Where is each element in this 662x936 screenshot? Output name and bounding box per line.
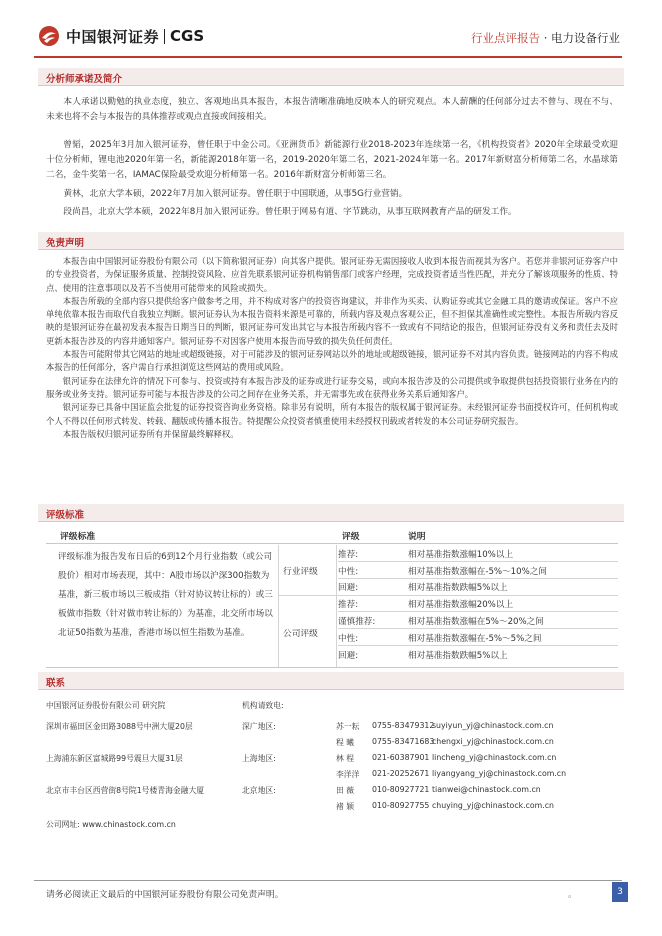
contact-name: 林 程 xyxy=(336,754,355,763)
analyst-statement xyxy=(46,95,618,125)
contact-phone: 010-80927755 xyxy=(372,801,430,810)
rating-table-header xyxy=(46,526,618,544)
analyst-section-title: 分析师承诺及简介 xyxy=(46,74,123,85)
cgs-logo-icon xyxy=(38,25,60,47)
brand-name-en: CGS xyxy=(170,27,205,45)
rating-level: 回避: xyxy=(338,651,359,661)
office-address: 深圳市福田区金田路3088号中洲大厦20层 xyxy=(46,722,193,731)
contact-email[interactable]: liyangyang_yj@chinastock.com.cn xyxy=(432,769,567,778)
rating-desc: 相对基准指数跌幅5%以上 xyxy=(408,651,508,661)
contact-email[interactable]: tianwei@chinastock.com.cn xyxy=(432,785,541,794)
category-separator: · xyxy=(543,31,548,45)
office-region: 北京地区: xyxy=(242,786,276,795)
rating-row xyxy=(338,579,618,595)
col-standard: 评级标准 xyxy=(60,532,96,542)
company-name: 中国银河证券股份有限公司 研究院 xyxy=(46,701,166,710)
disclaimer-para: 本报告版权归银河证券所有并保留最终解释权。 xyxy=(62,428,239,439)
rating-level: 谨慎推荐: xyxy=(338,617,376,627)
contact-section-title: 联系 xyxy=(46,678,66,689)
disclaimer-section-title: 免责声明 xyxy=(46,238,85,249)
footer-disclaimer-note: 请务必阅读正文最后的中国银河证券股份有限公司免责声明。 xyxy=(46,890,284,900)
contact-phone: 010-80927721 xyxy=(372,785,430,794)
rating-desc: 相对基准指数涨幅在-5%～10%之间 xyxy=(408,566,547,577)
page-header xyxy=(0,0,662,62)
office-region: 深广地区: xyxy=(242,722,276,731)
contact-section-head xyxy=(38,672,624,690)
rating-level: 推荐: xyxy=(338,600,359,610)
analyst-bios xyxy=(46,138,618,220)
contact-email[interactable]: suyiyun_yj@chinastock.com.cn xyxy=(432,721,554,730)
rating-desc: 相对基准指数涨幅在5%～20%之间 xyxy=(408,617,544,627)
rating-row xyxy=(338,596,618,612)
rating-row xyxy=(338,647,618,663)
contact-name: 程 曦 xyxy=(336,738,355,747)
rating-row xyxy=(338,563,618,579)
office-address: 上海浦东新区富城路99号震旦大厦31层 xyxy=(46,754,183,763)
industry-rating-label: 行业评级 xyxy=(283,567,318,577)
rating-section-title: 评级标准 xyxy=(46,510,85,521)
rating-level: 推荐: xyxy=(338,550,359,560)
disclaimer-para: 银河证券已具备中国证监会批复的证券投资咨询业务资格。除非另有说明，所有本报告的版权属于银河证券。未经银河证券书面授权许可，任何机构或个人不得以任何形式转发、转载、翻版或传播本报告。特提醒公众投资者慎重使用未经授权刊载或者转发的本公司证券研究报告。 xyxy=(46,402,618,426)
disclaimer-para: 本报告由中国银河证券股份有限公司（以下简称银河证券）向其客户提供。银河证券无需因接收人收到本报告而视其为客户。若您并非银河证券客户中的专业投资者，为保证服务质量、控制投资风险、应首先联系银河证券机构销售部门或客户经理，完成投资者适当性匹配，并充分了解该项服务的性质、特点、使用的注意事项以及若不当使用可能带来的风险或损失。 xyxy=(46,256,618,293)
contact-phone: 0755-83471683 xyxy=(372,737,435,746)
contact-name: 褚 颖 xyxy=(336,802,355,811)
office-address: 北京市丰台区西营街8号院1号楼青海金融大厦 xyxy=(46,786,205,795)
rating-section-head xyxy=(38,504,624,522)
analyst-commitment: 本人承诺以勤勉的执业态度，独立、客观地出具本报告，本报告清晰准确地反映本人的研究观点。本人薪酬的任何部分过去不曾与、现在不与、未来也将不会与本报告的具体推荐或观点直接或间接相关。 xyxy=(46,97,618,123)
footer-rule xyxy=(34,880,622,881)
contact-phone: 021-20252671 xyxy=(372,769,430,778)
disclaimer-body xyxy=(46,255,618,441)
contact-email[interactable]: chuying_yj@chinastock.com.cn xyxy=(432,801,554,810)
contact-name: 李洋洋 xyxy=(336,770,360,779)
analyst-section-head xyxy=(38,68,624,86)
contact-email[interactable]: lincheng_yj@chinastock.com.cn xyxy=(432,753,557,762)
rating-standard-text: 评级标准为报告发布日后的6到12个月行业指数（或公司股价）相对市场表现，其中：A股市场以沪深300指数为基准，新三板市场以三板成指（针对协议转让标的）或三板做市指数（针对做市转让标的）为基准，北交所市场以北证50指数为基准，香港市场以恒生指数为基准。 xyxy=(58,552,273,638)
table-divider xyxy=(336,545,337,668)
brand-name-cn: 中国银河证券 xyxy=(66,27,160,46)
disclaimer-para: 银河证券在法律允许的情况下可参与、投资或持有本报告涉及的证券或进行证券交易，或向本报告涉及的公司提供或争取提供包括投资银行业务在内的服务或业务支持。银河证券可能与本报告涉及的公司之间存在业务关系，并无需事先或在获得业务关系后通知客户。 xyxy=(46,375,618,399)
disclaimer-para: 本报告所载的全部内容只提供给客户做参考之用，并不构成对客户的投资咨询建议，并非作为买卖、认购证券或其它金融工具的邀请或保证。客户不应单纯依靠本报告而取代自我独立判断。银河证券认为本报告资料来源是可靠的，所载内容及观点客观公正，但不担保其准确性或完整性。本报告所载内容反映的是银河证券在最初发表本报告日期当日的判断，银河证券可发出其它与本报告所载内容不一致或有不同结论的报告，但银河证券没有义务和责任去及时更新本报告涉及的内容并通知客户。银河证券不对因客户使用本报告而导致的损失负任何责任。 xyxy=(46,295,618,346)
contact-name: 苏一耘 xyxy=(336,722,360,731)
col-level: 评级 xyxy=(342,532,360,542)
report-category xyxy=(471,30,620,46)
table-divider xyxy=(278,545,279,668)
header-rule xyxy=(34,56,622,58)
rating-desc: 相对基准指数涨幅10%以上 xyxy=(408,550,514,560)
footer-mark: 。 xyxy=(568,890,578,900)
industry-name: 电力设备行业 xyxy=(551,31,620,45)
rating-table xyxy=(46,526,618,544)
rating-row xyxy=(338,630,618,646)
rating-level: 中性: xyxy=(338,634,359,644)
report-type: 行业点评报告 xyxy=(471,31,541,45)
contact-phone: 021-60387901 xyxy=(372,753,430,762)
rating-level: 中性: xyxy=(338,566,359,577)
rating-level: 回避: xyxy=(338,583,359,593)
disclaimer-section-head xyxy=(38,232,624,250)
cgs-logo xyxy=(38,24,204,48)
company-rating-label: 公司评级 xyxy=(283,629,318,639)
contact-phone: 0755-83479312 xyxy=(372,721,435,730)
contact-email[interactable]: chengxi_yj@chinastock.com.cn xyxy=(432,737,554,746)
rating-desc: 相对基准指数涨幅20%以上 xyxy=(408,600,514,610)
rating-desc: 相对基准指数跌幅5%以上 xyxy=(408,583,508,593)
rating-row xyxy=(338,546,618,562)
brand-divider xyxy=(164,29,165,44)
analyst-bio-zeng: 曾韬，2025年3月加入银河证券，曾任职于中金公司。《亚洲货币》新能源行业2018-2023年连续第一名，《机构投资者》2020年全球最受欢迎十位分析师，锂电池2020年第一名，新能源2018年第一名，2019-2020年第二名，2021-2024年第一名。2017年新财富分析师第二名，水晶球第二名，金牛奖第一名，IAMAC保险最受欢迎分析师第一名。2016年新财富分析师第三名。 xyxy=(46,140,618,181)
table-bottom-rule xyxy=(46,667,618,668)
contact-name: 田 薇 xyxy=(336,786,355,795)
analyst-bio-duan: 段尚昌，北京大学本硕，2022年8月加入银河证券。曾任职于网易有道、字节跳动，从事互联网教育产品的研发工作。 xyxy=(63,206,517,217)
rating-row xyxy=(338,613,618,629)
sales-label: 机构请致电: xyxy=(242,701,284,710)
office-region: 上海地区: xyxy=(242,754,276,763)
analyst-bio-huang: 黄林，北京大学本硕，2022年7月加入银河证券。曾任职于中国联通，从事5G行业营销。 xyxy=(63,188,408,199)
rating-desc: 相对基准指数涨幅在-5%～5%之间 xyxy=(408,634,542,644)
page-number: 3 xyxy=(612,882,628,902)
col-desc: 说明 xyxy=(408,532,426,542)
disclaimer-para: 本报告可能附带其它网站的地址或超级链接，对于可能涉及的银河证券网站以外的地址或超级链接，银河证券不对其内容负责。链接网站的内容不构成本报告的任何部分，客户需自行承担浏览这些网站的费用或风险。 xyxy=(46,349,618,373)
company-website[interactable]: 公司网址: www.chinastock.com.cn xyxy=(46,820,176,829)
